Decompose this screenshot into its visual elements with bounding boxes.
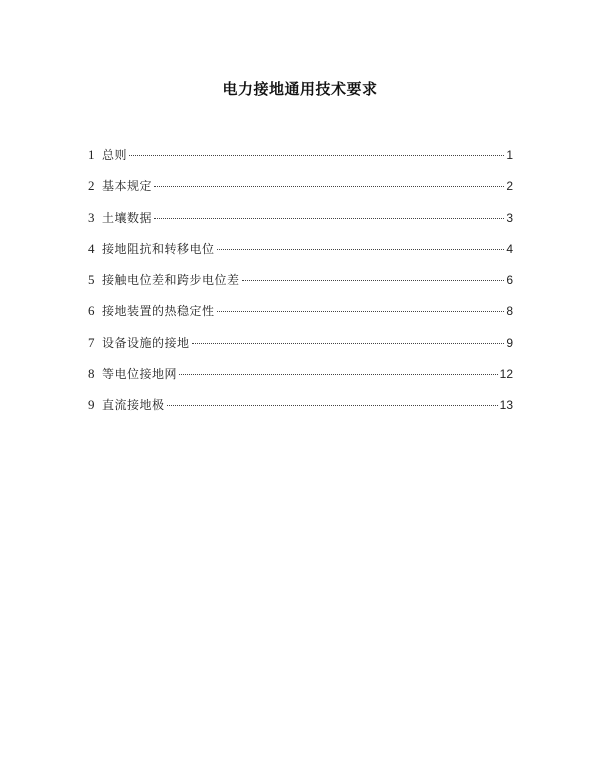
toc-entry[interactable] bbox=[88, 209, 513, 240]
toc-dot-leader bbox=[129, 155, 504, 156]
toc-entry-number: 2 bbox=[88, 178, 95, 194]
toc-entry-page: 2 bbox=[506, 179, 513, 194]
toc-entry[interactable] bbox=[88, 334, 513, 365]
toc-dot-leader bbox=[242, 280, 505, 281]
toc-entry-title: 接触电位差和跨步电位差 bbox=[102, 273, 240, 288]
toc-entry-page: 9 bbox=[506, 335, 513, 350]
toc-entry-page: 1 bbox=[506, 148, 513, 162]
toc-entry-page: 8 bbox=[506, 304, 513, 319]
toc-entry-number: 5 bbox=[88, 272, 95, 288]
toc-entry-number: 6 bbox=[88, 303, 95, 319]
toc-dot-leader bbox=[154, 218, 504, 219]
toc-entry-title: 基本规定 bbox=[102, 179, 153, 194]
toc-dot-leader bbox=[217, 311, 505, 312]
toc-dot-leader bbox=[167, 405, 498, 406]
toc-entry-number: 1 bbox=[88, 147, 95, 162]
toc-entry[interactable] bbox=[88, 146, 513, 177]
toc-entry-page: 6 bbox=[506, 273, 513, 288]
toc-entry[interactable] bbox=[88, 396, 513, 427]
toc-entry-title: 接地装置的热稳定性 bbox=[102, 304, 215, 319]
toc-entry-number: 9 bbox=[88, 397, 95, 413]
toc-entry-page: 3 bbox=[506, 210, 513, 225]
toc-entry-page: 13 bbox=[499, 398, 513, 413]
toc-dot-leader bbox=[179, 374, 498, 375]
toc-entry-title: 土壤数据 bbox=[102, 210, 153, 225]
toc-entry-title: 等电位接地网 bbox=[102, 367, 178, 382]
toc-entry[interactable] bbox=[88, 271, 513, 302]
toc-entry[interactable] bbox=[88, 240, 513, 271]
toc-entry-title: 总则 bbox=[102, 148, 128, 162]
document-title: 电力接地通用技术要求 bbox=[222, 80, 378, 98]
toc-entry-number: 7 bbox=[88, 334, 95, 350]
toc-entry-title: 设备设施的接地 bbox=[102, 335, 190, 350]
toc-entry[interactable] bbox=[88, 302, 513, 333]
toc-entry-page: 4 bbox=[506, 241, 513, 256]
toc-entry[interactable] bbox=[88, 365, 513, 396]
toc-entry[interactable] bbox=[88, 177, 513, 208]
toc-dot-leader bbox=[192, 343, 505, 344]
toc-dot-leader bbox=[217, 249, 505, 250]
toc-entry-number: 8 bbox=[88, 366, 95, 382]
toc-entry-title: 直流接地极 bbox=[102, 398, 165, 413]
toc-entry-title: 接地阻抗和转移电位 bbox=[102, 241, 215, 256]
toc-dot-leader bbox=[154, 186, 504, 187]
toc-entry-number: 4 bbox=[88, 240, 95, 256]
table-of-contents bbox=[88, 146, 513, 428]
toc-entry-number: 3 bbox=[88, 209, 95, 225]
toc-entry-page: 12 bbox=[499, 367, 513, 382]
